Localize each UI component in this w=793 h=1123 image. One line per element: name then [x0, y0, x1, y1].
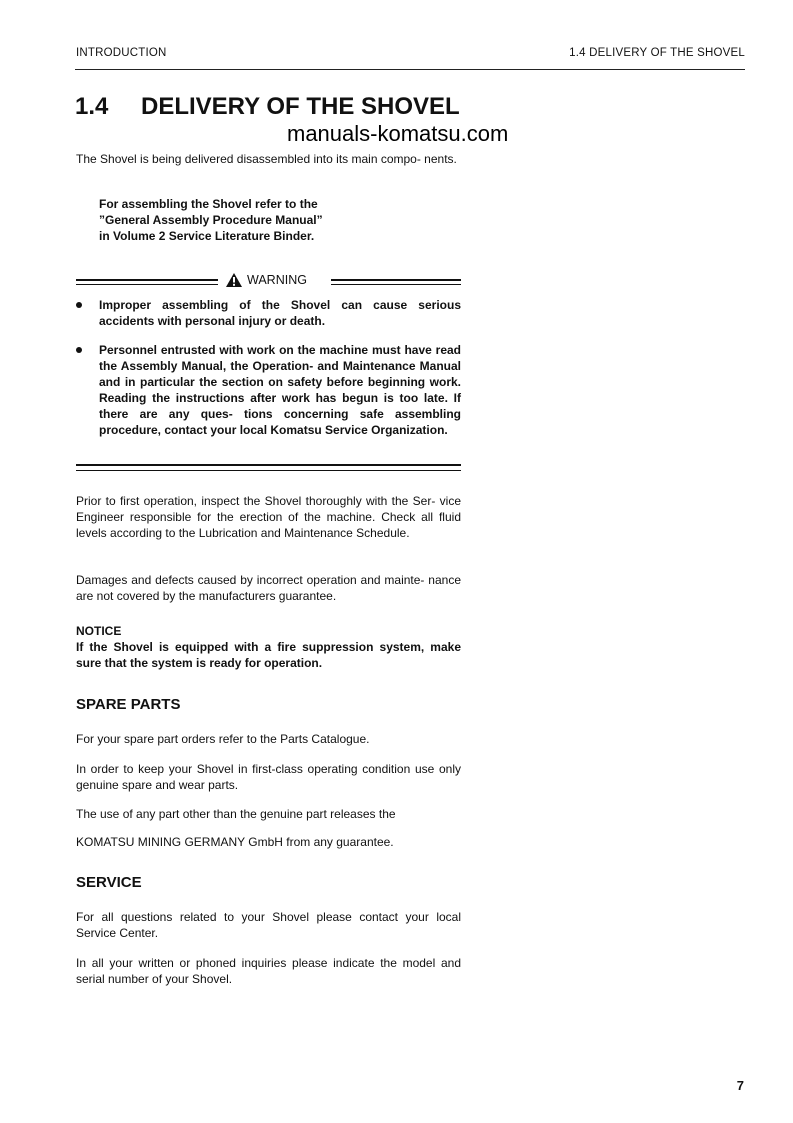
warning-end-rule: [76, 464, 461, 471]
header-rule: [75, 69, 745, 70]
bullet-icon: [76, 302, 82, 308]
assembly-reference-note: [99, 196, 399, 244]
warning-item: [76, 342, 461, 438]
notice-block: [76, 623, 461, 671]
spare-parts-paragraph: In order to keep your Shovel in first-class operating condition use only genuine spare and wear parts.: [76, 762, 461, 792]
warning-list: [76, 297, 461, 451]
section-number: 1.4: [75, 93, 109, 120]
section-title: [75, 93, 460, 121]
warning-label-text: WARNING: [247, 273, 307, 287]
warning-triangle-icon: [225, 272, 243, 288]
spare-parts-heading: SPARE PARTS: [76, 696, 181, 713]
service-heading: SERVICE: [76, 874, 142, 891]
intro-paragraph: The Shovel is being delivered disassembled into its main compo- nents.: [76, 152, 457, 166]
bullet-icon: [76, 347, 82, 353]
warning-label: [225, 272, 307, 288]
service-paragraph: For all questions related to your Shovel please contact your local Service Center.: [76, 910, 461, 940]
assembly-note-line: ”General Assembly Procedure Manual”: [99, 213, 323, 227]
warning-rule-right: [331, 279, 461, 285]
notice-text: If the Shovel is equipped with a fire suppression system, make sure that the system is ready for operation.: [76, 640, 461, 670]
warning-item: [76, 297, 461, 329]
notice-heading: NOTICE: [76, 624, 122, 638]
prior-operation-paragraph: Prior to first operation, inspect the Shovel thoroughly with the Ser- vice Engineer responsible for the erection of the machine. Check all fluid levels according to the Lubrication and Maintenance Schedule.: [76, 494, 461, 540]
running-header-left: INTRODUCTION: [76, 47, 167, 59]
running-header-right: 1.4 DELIVERY OF THE SHOVEL: [569, 47, 745, 59]
service-paragraph: In all your written or phoned inquiries please indicate the model and serial number of your Shovel.: [76, 956, 461, 986]
assembly-note-line: in Volume 2 Service Literature Binder.: [99, 229, 315, 243]
warning-rule-left: [76, 279, 218, 285]
spare-parts-paragraph: KOMATSU MINING GERMANY GmbH from any guarantee.: [76, 835, 394, 849]
assembly-note-line: For assembling the Shovel refer to the: [99, 197, 318, 211]
page-number: 7: [736, 1078, 744, 1093]
spare-parts-paragraph: For your spare part orders refer to the Parts Catalogue.: [76, 732, 370, 746]
warning-item-text: Personnel entrusted with work on the machine must have read the Assembly Manual, the Operation- and Maintenance Manual and in particular the section on safety before beginning work. Reading the instructions after work has begun is too late. If there are any ques- tions concerning safe assembling procedure, contact your local Komatsu Service Organization.: [99, 343, 461, 437]
warning-item-text: Improper assembling of the Shovel can cause serious accidents with personal injury or death.: [99, 298, 461, 328]
damages-paragraph: Damages and defects caused by incorrect operation and mainte- nance are not covered by the manufacturers guarantee.: [76, 573, 461, 603]
watermark: manuals-komatsu.com: [287, 121, 509, 146]
section-title-text: DELIVERY OF THE SHOVEL: [141, 93, 460, 120]
warning-header: [76, 272, 461, 290]
spare-parts-paragraph: The use of any part other than the genuine part releases the: [76, 807, 396, 821]
